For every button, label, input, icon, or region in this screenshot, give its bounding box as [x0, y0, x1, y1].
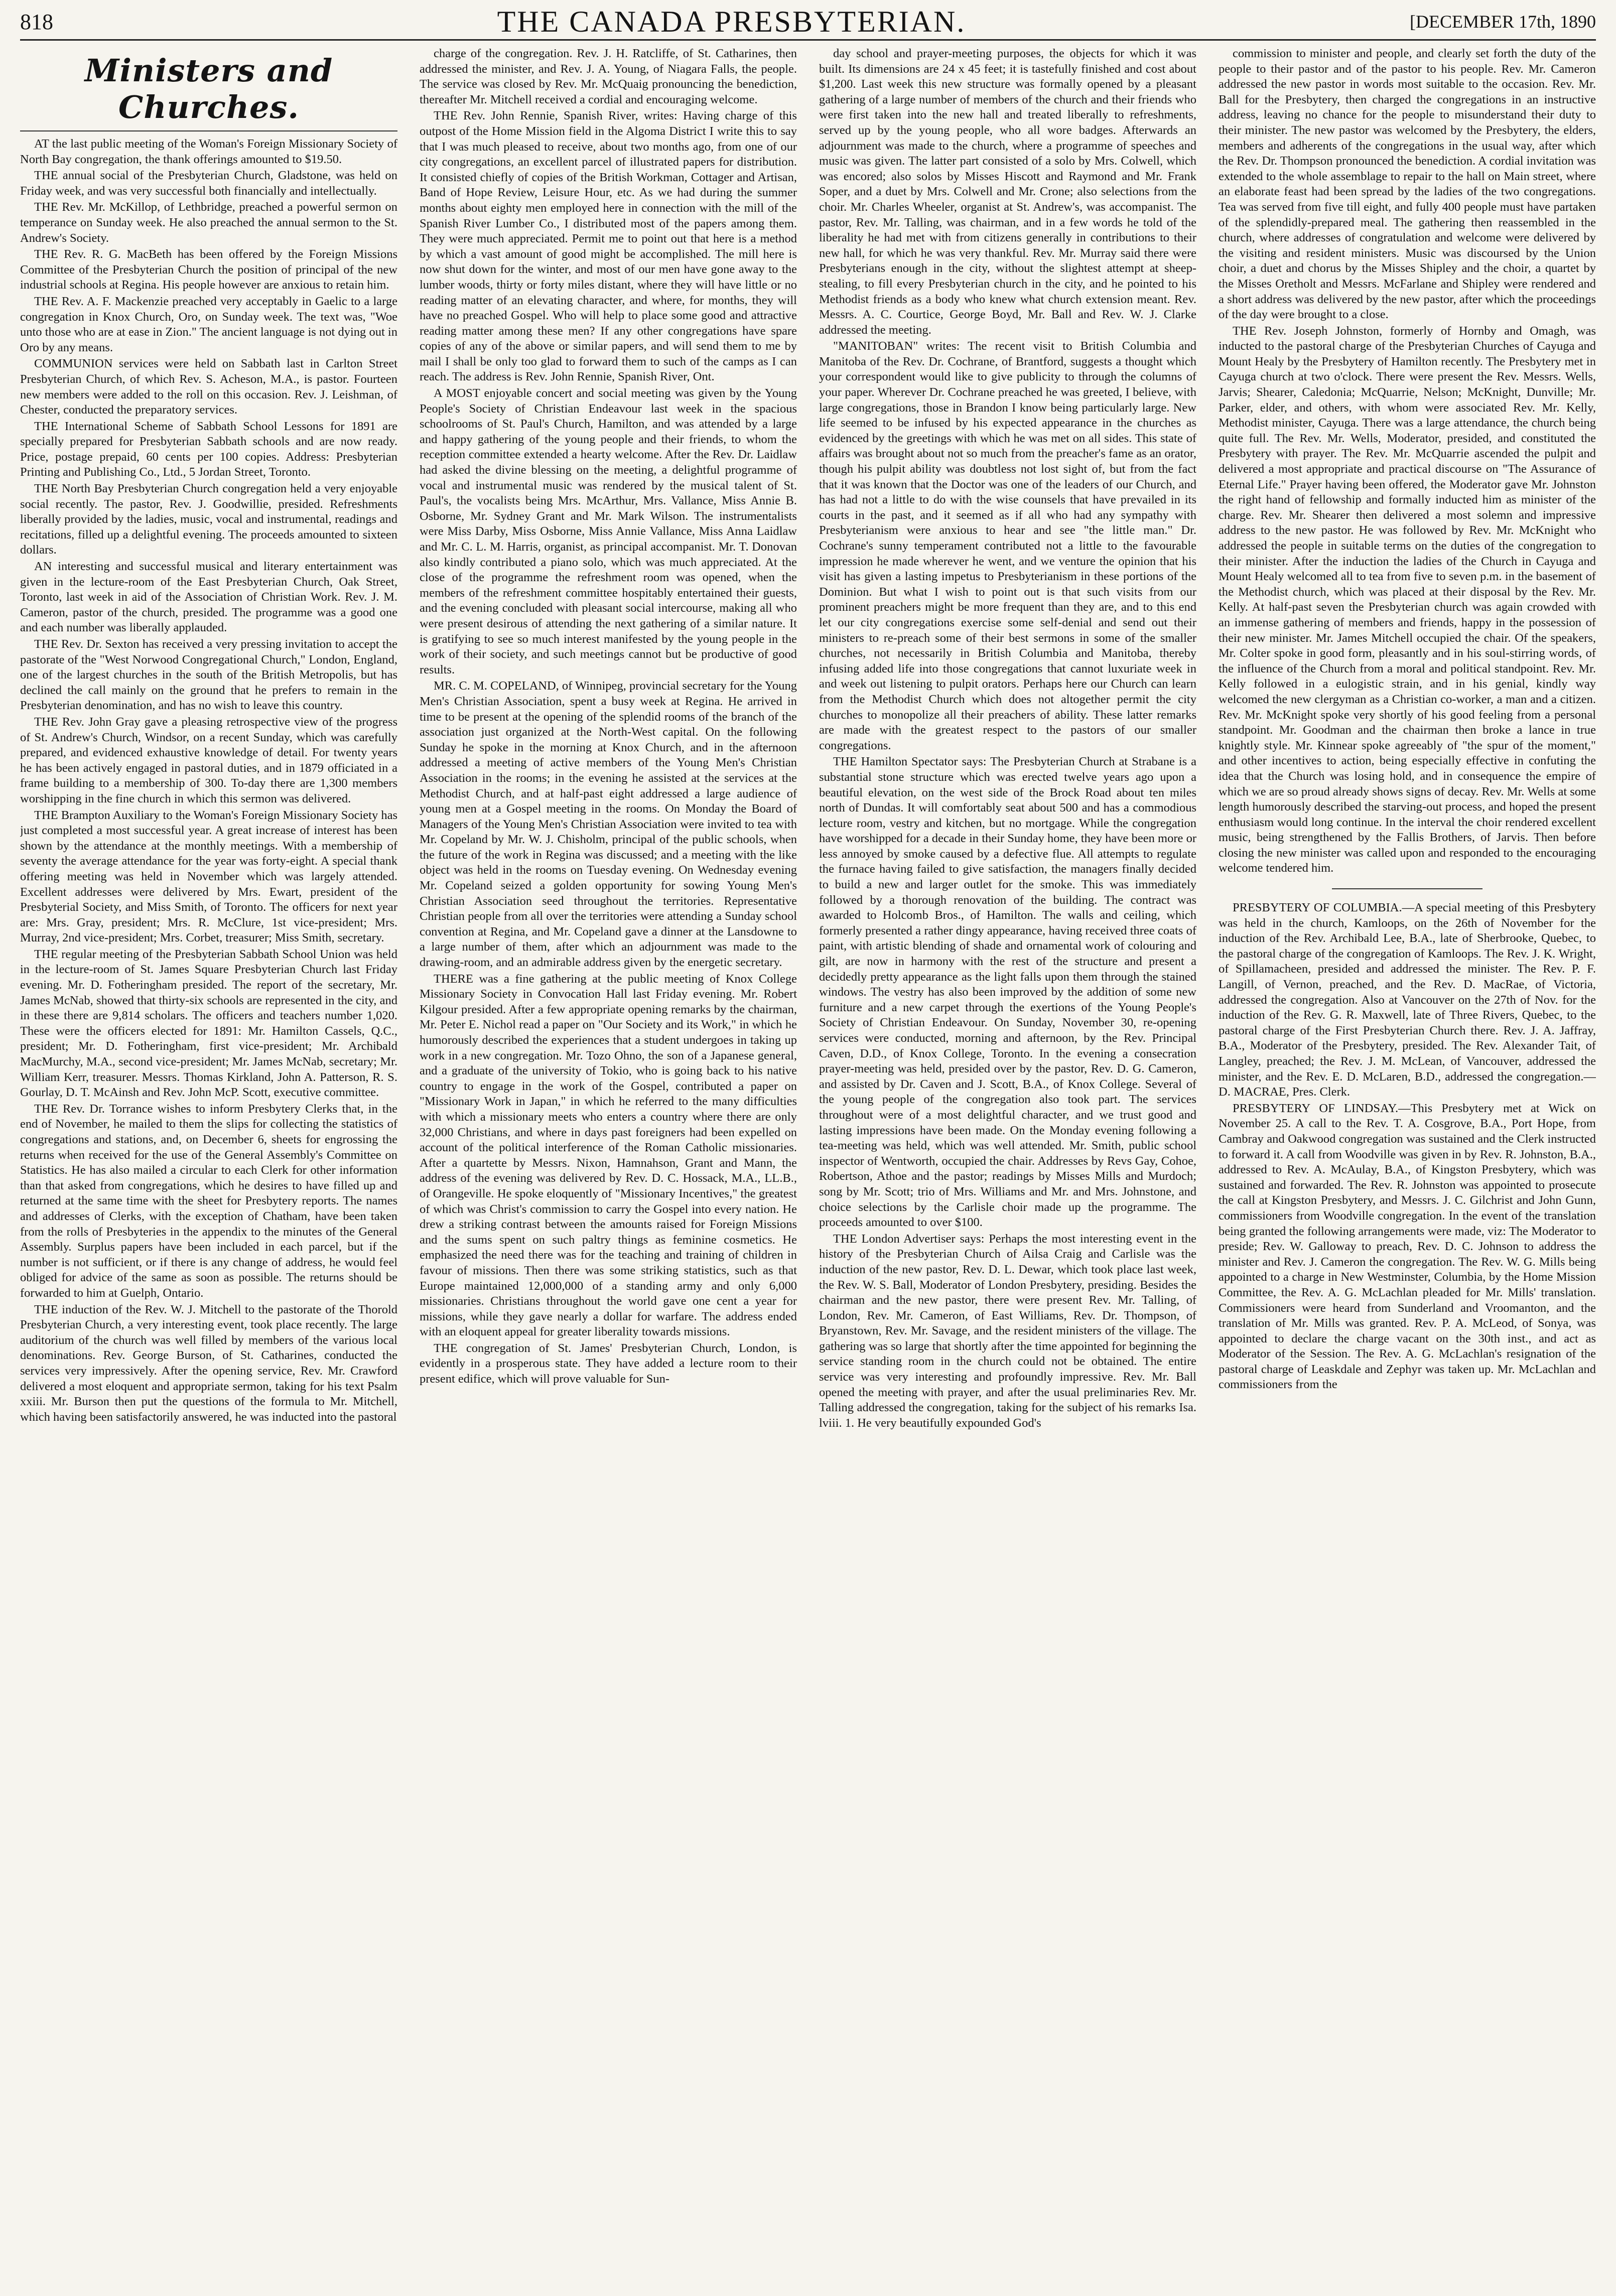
- article-paragraph: COMMUNION services were held on Sabbath last in Carlton Street Presbyterian Church, of which Rev. S. Acheson, M.A., is pastor. Fourteen new members were added to the roll on this occasion. Rev. J. Leishman, of Chester, conducted the preparatory services.: [20, 357, 397, 417]
- article-paragraph: A MOST enjoyable concert and social meeting was given by the Young People's Society of Christian Endeavour last week in the spacious schoolrooms of St. Paul's Church, Hamilton, and was attended by a large and happy gathering of the young people and their friends, to whom the reception committee extended a hearty welcome. After the Rev. Dr. Laidlaw had asked the divine blessing on the meeting, a delightful programme of vocal and instrumental music was rendered by the musical talent of St. Paul's, the vocalists being Mrs. McArthur, Mrs. Vallance, Miss Annie B. Osborne, Mr. Sydney Grant and Mr. Mark Wilson. The instrumentalists were Miss Darby, Miss Osborne, Miss Annie Vallance, Miss Anna Laidlaw and Mr. C. L. M. Harris, organist, as principal accompanist. Mr. T. Donovan also kindly contributed a piano solo, which was much appreciated. At the close of the programme the refreshment room was opened, when the members of the refreshment committee hospitably entertained their guests, and the evening concluded with pleasant social intercourse, making all who were present desirous of attending the next gathering of a similar nature. It is gratifying to see so much interest manifested by the young people in the work of their society, and such meetings cannot but be productive of good results.: [420, 386, 797, 677]
- masthead-rule: [20, 39, 1596, 41]
- column-4: [1219, 46, 1596, 2286]
- article-paragraph: day school and prayer-meeting purposes, the objects for which it was built. Its dimensions are 24 x 45 feet; it is tastefully finished and cost about $1,200. Last week this new structure was formally opened by a pleasant gathering of a large number of members of the church and their friends who were first taken into the new hall and treated liberally to refreshments, served up by the young people, who all wore badges. Afterwards an adjournment was made to the church, where a programme of speeches and music was given. The latter part consisted of a solo by Mrs. Colwell, which was encored; also solos by Misses Hiscott and Raymond and Mr. Frank Soper, and a duet by Mrs. Colwell and Mr. Crone; also selections from the choir. Mr. Charles Wheeler, organist at St. Andrew's, was accompanist. The pastor, Rev. Mr. Talling, was chairman, and in a few words he told of the liberality he had met with from citizens generally in contributions to their new hall, for which he was very thankful. Rev. Mr. Murray said there were Presbyterians enough in the city, without the slightest attempt at sheep-stealing, to fill every Presbyterian church in the city, and he pointed to his Methodist friends as a body who knew what church extension meant. Rev. Messrs. A. C. Courtice, George Boyd, Mr. Ball and Rev. W. J. Clarke addressed the meeting.: [819, 47, 1196, 337]
- article-paragraph: THE Rev. John Rennie, Spanish River, writes: Having charge of this outpost of the Home Mission field in the Algoma District I write this to say that I was much pleased to receive, about two months ago, from one of our city congregations, an excellent parcel of illustrated papers for distribution. It consisted chiefly of copies of the British Workman, Cottager and Artisan, Band of Hope Review, Leisure Hour, etc. As we had during the summer months about eighty men employed here in connection with the mill of the Spanish River Lumber Co., I distributed most of the papers among them. They were much appreciated. Permit me to point out that here is a method by which a vast amount of good might be accomplished. The mill here is now shut down for the winter, and most of our men have gone away to the lumber woods, thirty or forty miles distant, where they will have little or no reading matter of an elevating character, and where, for months, they will have no preached Gospel. Who will help to place some good and attractive reading matter among these men? If any other congregations have spare copies of any of the above or similar papers, and will send them to me by mail I shall be only too glad to forward them to such of the camps as I can reach. The address is Rev. John Rennie, Spanish River, Ont.: [420, 109, 797, 384]
- article-paragraph: THE London Advertiser says: Perhaps the most interesting event in the history of the Presbyterian Church of Ailsa Craig and Carlisle was the induction of the new pastor, Rev. D. L. Dewar, which took place last week, the Rev. W. S. Ball, Moderator of London Presbytery, presiding. Besides the chairman and the new pastor, there were present Rev. Mr. Talling, of London, Rev. Mr. Cameron, of East Williams, Rev. Dr. Thompson, of Bryanstown, Rev. Mr. Savage, and the resident ministers of the village. The gathering was so large that shortly after the time appointed for beginning the service standing room in the church could not be obtained. The entire service was very interesting and profoundly impressive. Rev. Mr. Ball opened the meeting with prayer, and after the usual preliminaries Rev. Mr. Talling addressed the congregation, taking for the subject of his remarks Isa. lviii. 1. He very beautifully expounded God's: [819, 1232, 1196, 1430]
- section-divider: [1332, 888, 1483, 889]
- heading-rule: [20, 130, 397, 131]
- column-3: [819, 46, 1196, 2286]
- article-paragraph: "MANITOBAN" writes: The recent visit to British Columbia and Manitoba of the Rev. Dr. Cochrane, of Brantford, suggests a thought which your correspondent would like to give publicity to through the columns of your paper. Wherever Dr. Cochrane preached he was greeted, I believe, with large congregations, those in Brandon I know being particularly large. New life seemed to be infused by his expected appearance in the churches as evidenced by the greetings with which he was met on all sides. This state of affairs was brought about not so much from the preacher's fame as an orator, though his pulpit ability was doubtless not lost sight of, but from the fact that it was known that the Doctor was one of the leaders of our Church, and has had not a little to do with the wise counsels that have prevailed in its courts in the past, and it seemed as if all who had any sympathy with Presbyterianism were anxious to hear and see "the little man." Dr. Cochrane's sunny temperament contributed not a little to the favourable impression he made wherever he went, and we venture the opinion that his visit has given a lasting impetus to Presbyterianism in these portions of the Dominion. But what I wish to point out is that such visits from our prominent preachers might be more frequent than they are, and to this end let our city congregations exercise some self-denial and send out their ministers to re-preach some of their best sermons in some of the smaller churches, not necessarily in British Columbia and Manitoba, thereby infusing added life into those congregations that cannot luxuriate week in and week out listening to pulpit orators. Perhaps here our Church can learn from the Methodist Church which does not altogether permit the city churches to monopolize all their preachers of ability. These latter remarks are made with the greatest respect to the pastors of our smaller congregations.: [819, 339, 1196, 752]
- article-paragraph: THE Rev. A. F. Mackenzie preached very acceptably in Gaelic to a large congregation in Knox Church, Oro, on Sunday week. The text was, "Woe unto those who are at ease in Zion." The ancient language is not dying out in Oro by any means.: [20, 294, 397, 354]
- publication-title: THE CANADA PRESBYTERIAN.: [497, 5, 966, 38]
- article-paragraph: THE induction of the Rev. W. J. Mitchell to the pastorate of the Thorold Presbyterian Church, a very interesting event, took place recently. The large auditorium of the church was well filled by members of the various local denominations. Rev. George Burson, of St. Catharines, conducted the services very impressively. After the opening service, Rev. Mr. Crawford delivered a most eloquent and appropriate sermon, taking for his text Psalm xxiii. Mr. Burson then put the questions of the formula to Mr. Mitchell, which having been satisfactorily answered, he was inducted into the pastoral: [20, 1302, 397, 1424]
- article-paragraph: THE Brampton Auxiliary to the Woman's Foreign Missionary Society has just completed a most successful year. A great increase of interest has been shown by the attendance at the monthly meetings. With a membership of seventy the average attendance for the year was forty-eight. A special thank offering meeting was held in November which was largely attended. Excellent addresses were delivered by Mrs. Ewart, president of the Presbyterial Society, and Miss Smith, of Toronto. The officers for next year are: Mrs. Gray, president; Mrs. R. McClure, 1st vice-president; Mrs. Murray, 2nd vice-president; Mrs. Corbet, treasurer; Miss Smith, secretary.: [20, 808, 397, 945]
- article-paragraph: THE Rev. Mr. McKillop, of Lethbridge, preached a powerful sermon on temperance on Sunday week. He also preached the annual sermon to the St. Andrew's Society.: [20, 200, 397, 245]
- article-paragraph: THE North Bay Presbyterian Church congregation held a very enjoyable social recently. The pastor, Rev. J. Goodwillie, presided. Refreshments liberally provided by the ladies, music, vocal and instrumental, readings and recitations, filled up a delightful evening. The proceeds amounted to sixteen dollars.: [20, 482, 397, 557]
- page-number: 818: [20, 9, 53, 34]
- presbytery-report-paragraph: PRESBYTERY OF LINDSAY.—This Presbytery met at Wick on November 25. A call to the Rev. T. A. Cosgrove, B.A., Port Hope, from Cambray and Oakwood congregation was sustained and the Clerk instructed to forward it. A call from Woodville was given in by Rev. R. Johnston, B.A., addressed to Rev. A. McAulay, B.A., of Kingston Presbytery, which was sustained and forwarded. The Rev. R. Johnston was appointed to prosecute the call at Kingston Presbytery, and Messrs. J. C. Gilchrist and John Gunn, commissioners from Woodville congregation. In the event of the translation being granted the following arrangements were made, viz: The Moderator to preside; Rev. W. Galloway to preach, Rev. D. C. Johnson to address the minister and Rev. J. Cameron the congregation. The Rev. W. G. Mills being appointed to a charge in New Westminster, Columbia, by the Home Mission Committee, the Rev. A. G. McLachlan pleaded for Mr. Mills' translation. Commissioners were heard from Sunderland and Vroomanton, and the translation of Mr. Mills was granted. Rev. P. A. McLeod, of Sonya, was appointed to declare the charge vacant on the 30th inst., and act as Moderator of the Session. The Rev. A. G. McLachlan's resignation of the pastoral charge of Leaskdale and Zephyr was taken up. Mr. McLachlan and commissioners from the: [1219, 1101, 1596, 1392]
- article-paragraph: THE Hamilton Spectator says: The Presbyterian Church at Strabane is a substantial stone structure which was erected twelve years ago upon a beautiful elevation, on the west side of the Brock Road about ten miles north of Dundas. It will comfortably seat about 500 and has a commodious lecture room, vestry and kitchen, but no mortgage. While the congregation have worshipped for a decade in their Sunday home, they have been more or less annoyed by smoke caused by a defective flue. All attempts to regulate the furnace having failed to give satisfaction, the managers finally decided to build a new and larger outlet for the smoke. This was immediately followed by a thorough renovation of the building. The contract was awarded to Holcomb Bros., of Hamilton. The walls and ceiling, which formerly presented a rather dingy appearance, having received three coats of paint, with artistic blending of shade and ornamental work of colouring and gilt, are now in harmony with the rest of the structure and present a decidedly pretty appearance as the light falls upon them through the stained windows. The vestry has also been improved by the addition of some new furniture and a new carpet through the exertions of the Young People's Society of Christian Endeavour. On Sunday, November 30, re-opening services were conducted, morning and afternoon, by the Rev. Principal Caven, D.D., of Knox College, Toronto. In the evening a consecration prayer-meeting was held, presided over by the pastor, Rev. D. G. Cameron, and assisted by Dr. Caven and J. Scott, B.A., of Knox College. Several of the young people of the congregation also took part. The services throughout were of a most delightful character, and we trust good and lasting impressions have been made. On the Monday evening following a tea-meeting was held, which was well attended. Mr. Smith, public school inspector of Wentworth, occupied the chair. Addresses by Revs Gay, Cohoe, Robertson, Athoe and the pastor; readings by Misses Mills and Murdoch; song by Mr. Scott; trio of Mrs. Williams and Mr. and Mrs. Johnstone, and choice selections by the Carlisle choir made up the programme. The proceeds amounted to over $100.: [819, 755, 1196, 1230]
- article-paragraph: THE regular meeting of the Presbyterian Sabbath School Union was held in the lecture-room of St. James Square Presbyterian Church last Friday evening. Mr. D. Fotheringham presided. The report of the secretary, Mr. James McNab, showed that thirty-six schools are represented in the city, and in these there are 9,814 scholars. The officers and teachers number 1,020. These were the officers elected for 1891: Mr. Hamilton Cassels, Q.C., president; Mr. D. Fotheringham, first vice-president; Mr. Archibald MacMurchy, M.A., second vice-president; Mr. James McNab, secretary; Mr. William Kerr, treasurer. Messrs. Thomas Kirkland, John A. Patterson, R. S. Gourlay, D. T. McAinsh and Rev. John McP. Scott, executive committee.: [20, 947, 397, 1100]
- article-paragraph: THERE was a fine gathering at the public meeting of Knox College Missionary Society in Convocation Hall last Friday evening. Mr. Robert Kilgour presided. After a few appropriate opening remarks by the chairman, Mr. Peter E. Nichol read a paper on "Our Society and its Work," in which he humorously described the experiences that a student undergoes in taking up work in a new congregation. Mr. Tozo Ohno, the son of a Japanese general, and a graduate of the university of Tokio, who is going back to his native country to engage in the work of the Gospel, contributed a paper on "Missionary Work in Japan," in which he referred to the many difficulties with which a missionary meets who enters a country where there are only 32,000 Christians, and where in days past foreigners had been expelled on account of the political interference of the Roman Catholic missionaries. After a quartette by Messrs. Nixon, Hamnahson, Grant and Mann, the address of the evening was delivered by Rev. D. C. Hossack, M.A., LL.B., of Orangeville. He spoke eloquently of "Missionary Incentives," the greatest of which was Christ's commission to carry the Gospel into every nation. He drew a striking contrast between the amounts raised for Foreign Missions and the sums spent on such paltry things as feminine cosmetics. He emphasized the need there was for the teaching and training of children in favour of missions. Then there was some striking statistics, such as that Europe maintained 12,000,000 of a standing army and only 6,000 missionaries. Christians throughout the world gave one cent a year for missions, while they gave nearly a dollar for warfare. The address ended with an eloquent appeal for greater liberality towards missions.: [420, 972, 797, 1339]
- issue-date: [DECEMBER 17th, 1890: [1409, 12, 1596, 32]
- article-paragraph: THE congregation of St. James' Presbyterian Church, London, is evidently in a prosperous state. They have added a lecture room to their present edifice, which will prove valuable for Sun-: [420, 1341, 797, 1386]
- article-paragraph: charge of the congregation. Rev. J. H. Ratcliffe, of St. Catharines, then addressed the minister, and Rev. J. A. Young, of Niagara Falls, the people. The service was closed by Rev. Mr. McQuaig pronouncing the benediction, thereafter Mr. Mitchell received a cordial and encouraging welcome.: [420, 47, 797, 106]
- columns: [20, 46, 1596, 2286]
- column-2: [420, 46, 797, 2286]
- section-heading: Ministers and Churches.: [84, 52, 333, 125]
- column-1: [20, 46, 397, 2286]
- presbytery-report-paragraph: PRESBYTERY OF COLUMBIA.—A special meeting of this Presbytery was held in the church, Kamloops, on the 26th of November for the induction of the Rev. Archibald Lee, B.A., late of Sherbrooke, Quebec, to the pastoral charge of the congregation of Kamloops. The Rev. J. K. Wright, of Spillamacheen, presided and addressed the minister. The Rev. P. F. Langill, of Vernon, preached, and the Rev. D. MacRae, of Victoria, addressed the congregation. Also at Vancouver on the 27th of Nov. for the induction of the Rev. G. R. Maxwell, late of Three Rivers, Quebec, to the pastoral charge of the First Presbyterian Church there. Rev. J. A. Jaffray, B.A., Moderator of the Presbytery, presided. The Rev. Alexander Tait, of Langley, preached; the Rev. J. M. McLean, of Vancouver, addressed the minister, and the Rev. E. D. McLaren, B.D., addressed the congregation.—D. MACRAE, Pres. Clerk.: [1219, 901, 1596, 1099]
- article-paragraph: THE Rev. John Gray gave a pleasing retrospective view of the progress of St. Andrew's Church, Windsor, on a recent Sunday, which was carefully prepared, and evidenced exhaustive knowledge of detail. For twenty years he has been actively engaged in pastoral duties, and in 1879 officiated in a frame building to a membership of 300. To-day there are 1,300 members worshipping in the fine church in which this sermon was delivered.: [20, 715, 397, 805]
- article-paragraph: AT the last public meeting of the Woman's Foreign Missionary Society of North Bay congregation, the thank offerings amounted to $19.50.: [20, 137, 397, 166]
- article-paragraph: AN interesting and successful musical and literary entertainment was given in the lecture-room of the East Presbyterian Church, Oak Street, Toronto, last week in aid of the Association of Christian Work. Rev. J. M. Cameron, pastor of the church, presided. The programme was a good one and each number was liberally applauded.: [20, 560, 397, 635]
- article-paragraph: THE Rev. Joseph Johnston, formerly of Hornby and Omagh, was inducted to the pastoral charge of the Presbyterian Churches of Cayuga and Mount Healy by the Presbytery of Hamilton recently. The Presbytery met in Cayuga church at two o'clock. There were present the Rev. Messrs. Wells, Jarvis; Shearer, Caledonia; McQuarrie, Nelson; McKnight, Dunville; Mr. Parker, elder, and others, with whom were associated Rev. Mr. Kelly, Methodist minister, Cayuga. There was a large attendance, the church being quite full. The Rev. Mr. Wells, Moderator, presided, and constituted the Presbytery with prayer. The Rev. Mr. McQuarrie ascended the pulpit and delivered a most appropriate and practical discourse on "The Assurance of Eternal Life." Prayer having been offered, the Moderator gave Mr. Johnston the right hand of fellowship and formally inducted him as minister of the charge. Rev. Mr. Shearer then delivered a most solemn and impressive address to the new pastor. He was followed by Rev. Mr. McKnight who addressed the people in suitable terms on the duties of the congregation to their minister. After the induction the ladies of the Church in Cayuga and Mount Healy welcomed all to tea from five to seven p.m. in the basement of the Methodist church, which was placed at their disposal by the Rev. Mr. Kelly. At half-past seven the Presbyterian church was again crowded with an immense gathering of members and friends, happy in the possession of their new minister. Mr. James Mitchell occupied the chair. Of the speakers, Mr. Colter spoke in good form, pleasantly and in his soul-stirring words, of the influence of the Church from a moral and political standpoint. Rev. Mr. Kelly followed in a eulogistic strain, and in his genial, kindly way welcomed the new clergyman as a Christian co-worker, a man and a citizen. Rev. Mr. McKnight spoke very shortly of his good feeling from a personal standpoint. Mr. Goodman and the chairman then broke a lance in true knightly style. Mr. Kinnear spoke agreeably of "the spur of the moment," and other incentives to action, being especially effective in confuting the idea that the Church was losing hold, and in consequence the empire of which we are so proud already shows signs of decay. Rev. Mr. Wells at some length humorously described the starving-out process, and hoped the present enthusiasm would long continue. In the interval the choir rendered excellent music, being strengthened by the Fallis Brothers, of Jarvis. Then before closing the new minister was called upon and responded to the encouraging welcome tendered him.: [1219, 324, 1596, 875]
- article-paragraph: MR. C. M. COPELAND, of Winnipeg, provincial secretary for the Young Men's Christian Association, spent a busy week at Regina. He arrived in time to be present at the opening of the splendid rooms of the branch of the association just organized at the North-West capital. On the following Sunday he spoke in the morning at Knox Church, and in the afternoon addressed a meeting of active members of the Young Men's Christian Association in the rooms; in the evening he assisted at the services at the Methodist Church, and at half-past eight addressed a large audience of young men at a Gospel meeting in the rooms. On Monday the Board of Managers of the Young Men's Christian Association were invited to tea with Mr. Copeland by Mr. W. J. Chisholm, principal of the public schools, when the future of the work in Regina was discussed; and a meeting with the like object was held in the rooms on Tuesday evening. On Wednesday evening Mr. Copeland seized a golden opportunity for sowing Young Men's Christian Association seed throughout the territories. Representative Christian people from all over the territories were attending a Sunday school convention at Regina, and Mr. Copeland gave a dinner at the Lansdowne to a large number of them, after which an adjournment was made to the drawing-room, and an admirable address given by the energetic secretary.: [420, 679, 797, 970]
- article-paragraph: THE annual social of the Presbyterian Church, Gladstone, was held on Friday week, and was very successful both financially and intellectually.: [20, 169, 397, 198]
- article-paragraph: THE Rev. R. G. MacBeth has been offered by the Foreign Missions Committee of the Presbyterian Church the position of principal of the new industrial schools at Regina. His people however are anxious to retain him.: [20, 247, 397, 292]
- article-paragraph: commission to minister and people, and clearly set forth the duty of the people to their pastor and of the pastor to his people. Rev. Mr. Cameron addressed the new pastor in words most suitable to the occasion. Rev. Mr. Ball for the Presbytery, then charged the congregations in an instructive address, leaving no chance for the people to misunderstand their duty to their minister. The new pastor was welcomed by the Presbytery, the elders, members and adherents of the congregations in the usual way, after which the Rev. Dr. Thompson pronounced the benediction. A cordial invitation was extended to the whole assemblage to repair to the hall on Main street, where an elaborate feast had been spread by the ladies of the two congregations. Tea was served from five till eight, and fully 400 people must have partaken of the splendidly-prepared meal. The gathering then reassembled in the church, where addresses of congratulation and welcome were delivered by the visiting and resident ministers. Music was discoursed by the Union choir, a duet and chorus by the Misses Shipley and the choir, a quartet by the Misses Oretholt and Messrs. McFarlane and Shipley were rendered and a short address was delivered by the new pastor, after which the proceedings of the day were brought to a close.: [1219, 47, 1596, 322]
- masthead: [20, 4, 1596, 39]
- article-paragraph: THE Rev. Dr. Torrance wishes to inform Presbytery Clerks that, in the end of November, he mailed to them the slips for collecting the statistics of congregations and stations, and, on December 6, sheets for engrossing the returns when received for the use of the General Assembly's Committee on Statistics. He has also mailed a circular to each Clerk for other information than that asked from congregations, which he desires to have filled up and returned at the same time with the sheet for Presbytery reports. The names and addresses of Clerks, with the exception of Chatham, have been taken from the rolls of Presbyteries in the appendix to the minutes of the General Assembly. Surplus papers have been included in each parcel, but if the number is not sufficient, or if there is any change of address, he would feel obliged for advice of the same as soon as possible. The returns should be forwarded to him at Guelph, Ontario.: [20, 1102, 397, 1300]
- article-paragraph: THE International Scheme of Sabbath School Lessons for 1891 are specially prepared for Presbyterian Sabbath schools and are now ready. Price, postage prepaid, 60 cents per 100 copies. Address: Presbyterian Printing and Publishing Co., Ltd., 5 Jordan Street, Toronto.: [20, 419, 397, 479]
- article-paragraph: THE Rev. Dr. Sexton has received a very pressing invitation to accept the pastorate of the "West Norwood Congregational Church," London, England, one of the largest churches in the south of the British Metropolis, but has declined the call mainly on the ground that he prefers to remain in the Presbyterian denomination, and has no wish to leave this country.: [20, 637, 397, 713]
